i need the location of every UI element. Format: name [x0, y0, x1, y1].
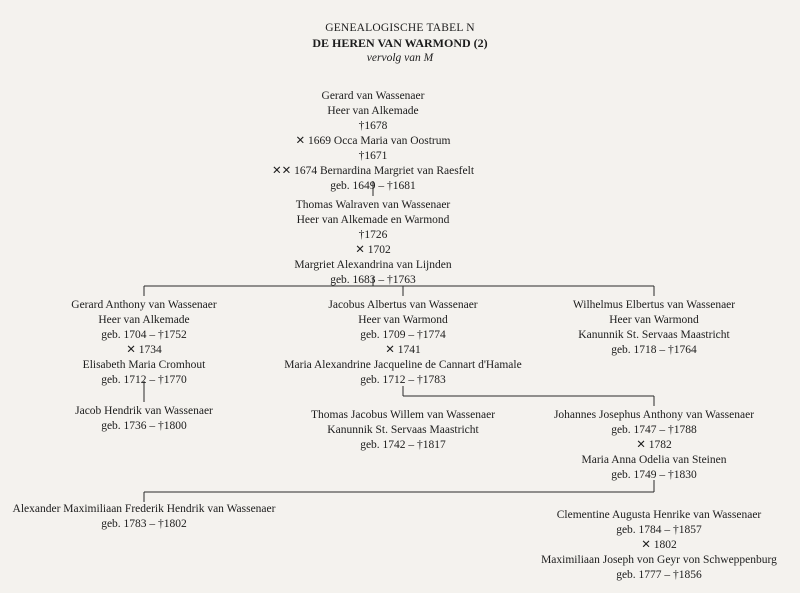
person-line: Elisabeth Maria Cromhout [82, 359, 206, 371]
person-line: Thomas Jacobus Willem van Wassenaer [310, 409, 496, 421]
person-line: †1726 [358, 229, 388, 241]
person-line: Maximiliaan Joseph von Geyr von Schweppenburg [541, 554, 777, 566]
person-line: geb. 1783 – †1802 [101, 518, 187, 530]
person-line: Kanunnik St. Servaas Maastricht [327, 424, 479, 436]
person-line: ✕ 1802 [641, 539, 677, 551]
person-line: geb. 1704 – †1752 [101, 329, 187, 341]
person-line: Wilhelmus Elbertus van Wassenaer [572, 299, 736, 311]
person-line: Jacob Hendrik van Wassenaer [75, 405, 213, 417]
person-line: Heer van Warmond [358, 314, 448, 326]
person-line: geb. 1777 – †1856 [616, 569, 702, 581]
person-line: Alexander Maximiliaan Frederik Hendrik van Wassenaer [12, 503, 276, 515]
person-line: geb. 1712 – †1770 [101, 374, 187, 386]
person-line: geb. 1709 – †1774 [360, 329, 446, 341]
person-thomas-jacobus-willem [283, 408, 523, 453]
header-subtitle: DE HEREN VAN WARMOND (2) [312, 36, 488, 50]
header-title: GENEALOGISCHE TABEL N [325, 22, 475, 34]
person-line: ✕✕ 1674 Bernardina Margriet van Raesfelt [271, 165, 475, 177]
person-line: Maria Anna Odelia van Steinen [581, 454, 727, 466]
person-line: geb. 1712 – †1783 [360, 374, 446, 386]
person-line: Gerard Anthony van Wassenaer [71, 299, 217, 311]
person-line: Jacobus Albertus van Wassenaer [328, 299, 478, 311]
person-line: geb. 1742 – †1817 [360, 439, 446, 451]
person-line: Gerard van Wassenaer [321, 90, 425, 102]
person-line: Maria Alexandrine Jacqueline de Cannart d'Hamale [284, 359, 522, 371]
person-alexander-maximiliaan [4, 502, 284, 532]
person-line: ✕ 1669 Occa Maria van Oostrum [295, 135, 451, 147]
person-line: ✕ 1782 [636, 439, 672, 451]
person-line: †1678 [358, 120, 388, 132]
person-wilhelmus-elbertus [544, 298, 764, 358]
person-johannes-josephus [534, 408, 774, 483]
person-line: †1671 [358, 150, 388, 162]
person-line: ✕ 1734 [126, 344, 162, 356]
person-line: geb. 1749 – †1830 [611, 469, 697, 481]
person-line: Margriet Alexandrina van Lijnden [294, 259, 452, 271]
person-gerard-van-wassenaer [233, 89, 513, 194]
person-jacob-hendrik [54, 404, 234, 434]
person-thomas-walraven [253, 198, 493, 288]
person-line: Heer van Alkemade [98, 314, 190, 326]
person-line: Thomas Walraven van Wassenaer [295, 199, 451, 211]
person-clementine-augusta [524, 508, 794, 583]
person-line: geb. 1784 – †1857 [616, 524, 702, 536]
person-line: geb. 1718 – †1764 [611, 344, 697, 356]
person-line: geb. 1736 – †1800 [101, 420, 187, 432]
person-line: Kanunnik St. Servaas Maastricht [578, 329, 730, 341]
person-line: geb. 1747 – †1788 [611, 424, 697, 436]
person-line: Johannes Josephus Anthony van Wassenaer [553, 409, 755, 421]
person-line: ✕ 1702 [355, 244, 391, 256]
person-line: Heer van Alkemade en Warmond [296, 214, 450, 226]
person-line: geb. 1683 – †1763 [330, 274, 416, 286]
person-gerard-anthony [44, 298, 244, 388]
person-line: Heer van Warmond [609, 314, 699, 326]
person-line: Heer van Alkemade [327, 105, 419, 117]
header-note: vervolg van M [366, 52, 434, 64]
person-jacobus-albertus [253, 298, 553, 388]
table-header [300, 21, 500, 66]
person-line: ✕ 1741 [385, 344, 421, 356]
person-line: Clementine Augusta Henrike van Wassenaer [556, 509, 762, 521]
person-line: geb. 1649 – †1681 [330, 180, 416, 192]
